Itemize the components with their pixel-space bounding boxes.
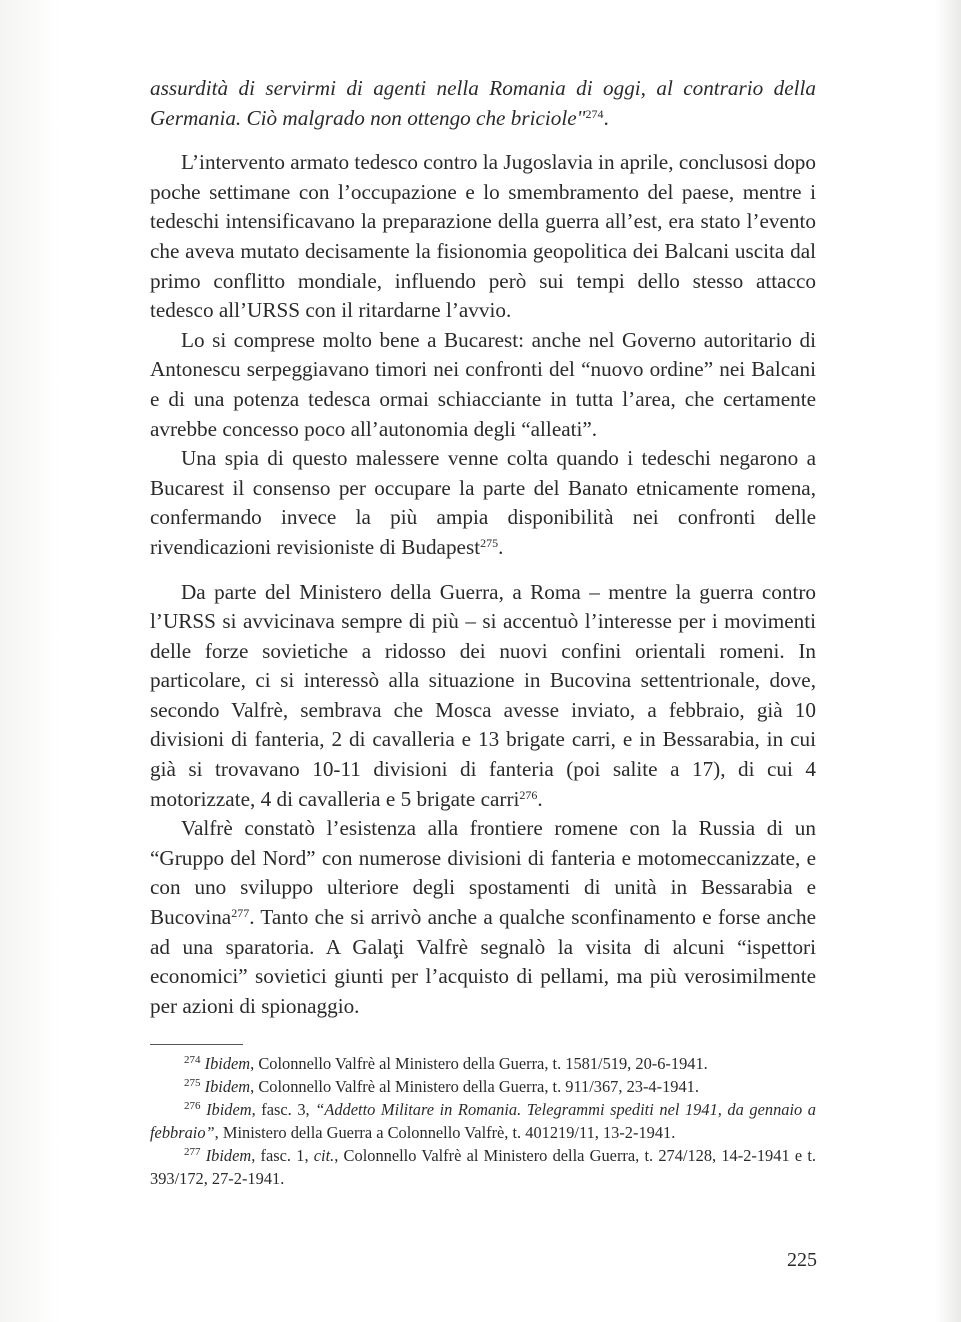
footnotes <box>150 1052 816 1190</box>
paragraph-5 <box>150 814 816 1021</box>
paragraph-4-text: Da parte del Ministero della Guerra, a Roma – mentre la guerra contro l’URSS si avvicinava sempre di più – si accentuò l’interesse per i movimenti delle forze sovietiche a ridosso dei nuovi confini orientali romeni. In particolare, ci si interessò alla situazione in Bucovina settentrionale, dove, secondo Valfrè, sembrava che Mosca avesse inviato, a febbraio, già 10 divisioni di fanteria, 2 di cavalleria e 13 brigate carri, e in Bessarabia, in cui già si trovavano 10-11 divisioni di fanteria (poi salite a 17), di cui 4 motorizzate, 4 di cavalleria e 5 brigate carri <box>150 579 816 811</box>
footnote-text: , Ministero della Guerra a Colonnello Valfrè, t. 401219/11, 13-2-1941. <box>214 1123 676 1142</box>
paragraph-3: Una spia di questo malessere venne colta quando i tedeschi negarono a Bucarest il consenso per occupare la parte del Banato etnicamente romena, confermando invece la più ampia disponibilità nei confronti delle rivendicazioni revisioniste di Budapest$^{275}$. <box>150 446 816 559</box>
page-number: 225 <box>787 1249 817 1271</box>
footnote-277 <box>150 1144 816 1190</box>
footnote-number: 276 <box>184 1100 201 1112</box>
main-text <box>150 74 816 1021</box>
footnote-separator <box>150 1044 243 1045</box>
footnote-text: , fasc. 3, <box>251 1100 316 1119</box>
quote-continuation <box>150 74 816 133</box>
paragraph-4: Da parte del Ministero della Guerra, a Roma – mentre la guerra contro l’URSS si avvicinava sempre di più – si accentuò l’interesse per i movimenti delle forze sovietiche a ridosso dei nuovi confini orientali romeni. In particolare, ci si interessò alla situazione in Bucovina settentrionale, dove, secondo Valfrè, sembrava che Mosca avesse inviato, a febbraio, già 10 divisioni di fanteria, 2 di cavalleria e 13 brigate carri, e in Bessarabia, in cui già si trovavano 10-11 divisioni di fanteria (poi salite a 17), di cui 4 motorizzate, 4 di cavalleria e 5 brigate carri$^{276}$. <box>150 579 816 811</box>
footnote-cit: cit. <box>313 1146 335 1165</box>
paragraph-5-text-b: . Tanto che si arrivò anche a qualche sconfinamento e forse anche ad una sparatoria. A Galaţi Valfrè segnalò la visita di alcuni “ispettori economici” sovietici giunti per l’acquisto di pellami, ma più verosimilmente per azioni di spionaggio. <box>150 905 816 1018</box>
quote-end: . <box>603 105 609 130</box>
footnote-source: Ibidem <box>206 1100 252 1119</box>
footnote-source: Ibidem <box>205 1146 252 1165</box>
footnote-275 <box>150 1075 816 1098</box>
footnote-text: , Colonnello Valfrè al Ministero della Guerra, t. 1581/519, 20-6-1941. <box>250 1054 708 1073</box>
footnote-source: Ibidem <box>204 1077 251 1096</box>
footnote-276 <box>150 1098 816 1144</box>
footnote-number: 274 <box>184 1054 201 1066</box>
paragraph-2: Lo si comprese molto bene a Bucarest: anche nel Governo autoritario di Antonescu serpeggiavano timori nei confronti del “nuovo ordine” nei Balcani e di una potenza tedesca ormai schiacciante in tutta l’area, che certamente avrebbe concesso poco all’autonomia degli “alleati”. <box>150 327 816 441</box>
footnote-title: “Addetto Militare in Romania. Telegrammi spediti nel 1941, da gennaio a febbraio” <box>150 1100 816 1142</box>
footnote-number: 275 <box>184 1077 201 1089</box>
footnote-ref-277[interactable]: 277 <box>231 906 250 921</box>
footnote-number: 277 <box>184 1146 201 1158</box>
footnote-ref-274[interactable]: 274 <box>585 106 604 121</box>
footnote-text: , fasc. 1, <box>251 1146 314 1165</box>
footnote-source: Ibidem <box>204 1054 251 1073</box>
footnote-text: , Colonnello Valfrè al Ministero della Guerra, t. 274/128, 14-2-1941 e t. 393/172, 27-2-1941. <box>150 1146 816 1188</box>
footnote-ref-276[interactable]: 276 <box>519 787 538 802</box>
paragraph-1: L’intervento armato tedesco contro la Jugoslavia in aprile, conclusosi dopo poche settimane con l’occupazione e lo smembramento del paese, mentre i tedeschi intensificavano la preparazione della guerra all’est, era stato l’evento che aveva mutato decisamente la fisionomia geopolitica dei Balcani uscita dal primo conflitto mondiale, influendo però sui tempi dello stesso attacco tedesco all’URSS con il ritardarne l’avvio. <box>150 150 816 323</box>
paragraph-3-text: Una spia di questo malessere venne colta quando i tedeschi negarono a Bucarest il consenso per occupare la parte del Banato etnicamente romena, confermando invece la più ampia disponibilità nei confronti delle rivendicazioni revisioniste di Budapest <box>150 446 816 559</box>
footnote-text: , Colonnello Valfrè al Ministero della Guerra, t. 911/367, 23-4-1941. <box>250 1077 699 1096</box>
footnote-ref-275[interactable]: 275 <box>480 535 499 550</box>
footnote-274 <box>150 1052 816 1075</box>
quote-text: assurdità di servirmi di agenti nella Romania di oggi, al contrario della Germania. Ciò malgrado non ottengo che briciole" <box>150 76 816 130</box>
paragraph-5-text-a: Valfrè constatò l’esistenza alla frontiere romene con la Russia di un “Gruppo del Nord” con numerose divisioni di fanteria e motomeccanizzate, e con uno sviluppo ulteriore degli spostamenti di unità in Bessarabia e Bucovina <box>150 816 816 930</box>
